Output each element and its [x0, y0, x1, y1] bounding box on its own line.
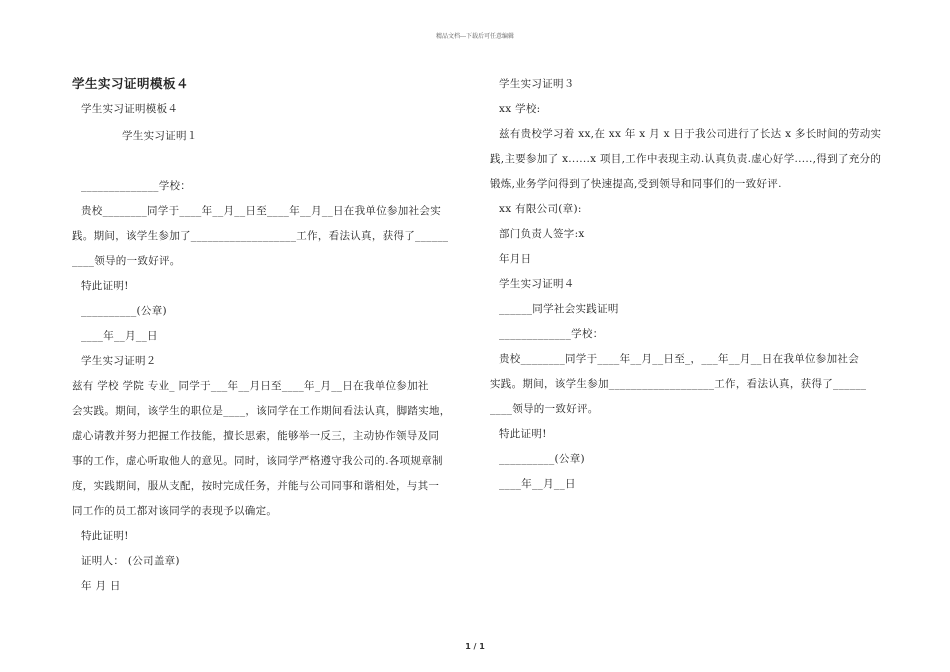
doc-line: 度，实践期间，服从支配，按时完成任务，并能与公司同事和谐相处，与其一 [72, 480, 440, 492]
page-number: 1 / 1 [465, 642, 485, 651]
doc-line: 兹有 学校 学院 专业_ 同学于___年__月日至____年_月__日在我单位参加社 [72, 380, 429, 392]
doc-line: 会实践。期间，该学生的职位是____，该同学在工作期间看法认真，脚踏实地， [72, 405, 451, 417]
doc-line: 部门负责人签字:x [499, 228, 585, 240]
doc-line: 贵校________同学于____年__月__日至_，___年__月__日在我单位参加社会 [499, 353, 859, 365]
doc-line: 学生实习证明模板４ [81, 103, 179, 115]
doc-line: xx 有限公司(章): [499, 203, 582, 215]
section-heading: 学生实习证明４ [499, 278, 575, 290]
doc-line: 证明人： (公司盖章) [81, 555, 180, 567]
doc-line: ______同学社会实践证明 [499, 303, 619, 315]
doc-line: ____领导的一致好评。 [490, 403, 599, 415]
doc-line: 锻炼,业务学问得到了快速提高,受到领导和同事们的一致好评. [490, 178, 782, 190]
doc-line: 实践。期间，该学生参加___________________工作，看法认真，获得了______ [490, 378, 867, 390]
section-heading: 学生实习证明３ [499, 78, 575, 90]
doc-line: __________(公章) [81, 305, 167, 317]
section-heading: 学生实习证明１ [122, 130, 198, 142]
page-header: 精品文档---下载后可任意编辑 [435, 33, 515, 40]
doc-line: 年月日 [499, 253, 532, 265]
doc-line: ______________学校： [81, 180, 192, 192]
document-title: 学生实习证明模板４ [72, 76, 190, 91]
doc-line: __________(公章) [499, 453, 585, 465]
doc-line: 特此证明! [81, 280, 129, 292]
doc-line: 兹有贵校学习着 xx,在 xx 年 x 月 x 日于我公司进行了长达 x 多长时间的劳动实 [499, 128, 882, 140]
doc-line: 虚心请教并努力把握工作技能，擅长思索，能够举一反三，主动协作领导及同 [72, 430, 440, 442]
doc-line: ____领导的一致好评。 [72, 255, 181, 267]
doc-line: 践,主要参加了 x......x 项目,工作中表现主动.认真负责.虚心好学.....,得到了充分的 [490, 153, 882, 165]
doc-line: 年 月 日 [81, 580, 121, 592]
doc-line: _____________学校： [499, 328, 604, 340]
doc-line: ____年__月__日 [81, 330, 158, 342]
doc-line: 特此证明! [81, 530, 129, 542]
doc-line: ____年__月__日 [499, 478, 576, 490]
doc-line: 贵校________同学于____年__月__日至____年__月__日在我单位参加社会实 [81, 205, 441, 217]
doc-line: 践。期间，该学生参加了___________________工作，看法认真，获得了______ [72, 230, 449, 242]
doc-line: xx 学校: [499, 103, 541, 115]
doc-line: 特此证明! [499, 428, 547, 440]
section-heading: 学生实习证明２ [81, 355, 157, 367]
doc-line: 同工作的员工都对该同学的表现予以确定。 [72, 505, 278, 517]
doc-line: 事的工作，虚心听取他人的意见。同时，该同学严格遵守我公司的.各项规章制 [72, 455, 443, 467]
